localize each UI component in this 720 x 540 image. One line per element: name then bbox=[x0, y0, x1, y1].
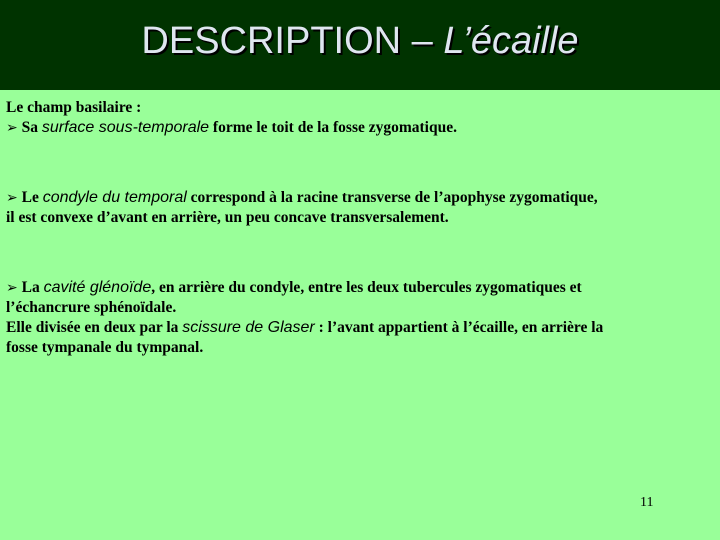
bullet-text-line2: l’échancrure sphénoïdale. bbox=[6, 299, 177, 316]
title-main: DESCRIPTION – bbox=[141, 20, 444, 62]
bullet-condyle bbox=[6, 188, 712, 228]
page-number: 11 bbox=[640, 495, 654, 510]
bullet-arrow-icon: ➢ bbox=[6, 120, 18, 136]
bullet-surface-sous-temporale bbox=[6, 118, 712, 138]
slide-content bbox=[6, 98, 712, 358]
title-italic: L’écaille bbox=[443, 20, 579, 62]
bullet-text-pre: Sa bbox=[21, 119, 42, 136]
section-heading: Le champ basilaire : bbox=[6, 99, 142, 116]
paragraph-text-pre: Elle divisée en deux par la bbox=[6, 319, 183, 336]
bullet-text-pre: Le bbox=[21, 189, 43, 206]
term-surface-sous-temporale: surface sous-temporale bbox=[41, 119, 210, 136]
title-bar bbox=[0, 0, 720, 90]
bullet-cavite-glenoide bbox=[6, 278, 712, 358]
page-title bbox=[0, 20, 720, 63]
bullet-arrow-icon: ➢ bbox=[6, 190, 18, 206]
bullet-text-line2: il est convexe d’avant en arrière, un peu concave transversalement. bbox=[6, 209, 449, 226]
bullet-text-post: correspond à la racine transverse de l’apophyse zygomatique, bbox=[186, 189, 598, 206]
paragraph-text-post: : l’avant appartient à l’écaille, en arrière la bbox=[314, 319, 604, 336]
bullet-text-post: , en arrière du condyle, entre les deux tubercules zygomatiques et bbox=[151, 279, 582, 296]
bullet-arrow-icon: ➢ bbox=[6, 280, 18, 296]
term-condyle-du-temporal: condyle du temporal bbox=[42, 189, 187, 206]
term-scissure-de-glaser: scissure de Glaser bbox=[182, 319, 315, 336]
bullet-text-post: forme le toit de la fosse zygomatique. bbox=[209, 119, 457, 136]
term-cavite-glenoide: cavité glénoïde bbox=[43, 279, 152, 296]
paragraph-text-line4: fosse tympanale du tympanal. bbox=[6, 339, 204, 356]
bullet-text-pre: La bbox=[21, 279, 44, 296]
